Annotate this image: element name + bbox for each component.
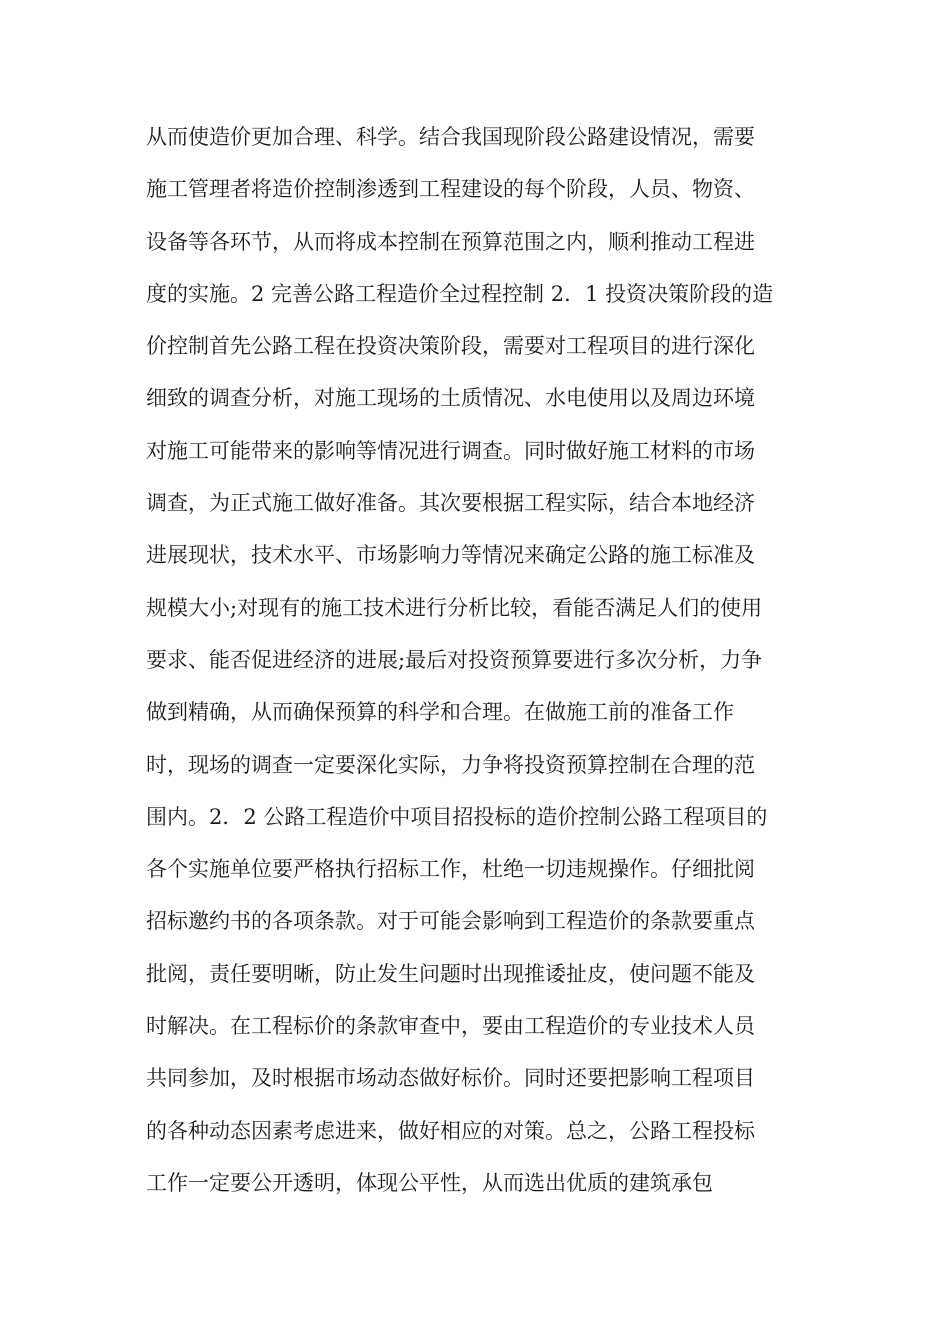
text-line: 围内。2．2 公路工程造价中项目招投标的造价控制公路工程项目的 [146, 804, 768, 829]
text-line: 价控制首先公路工程在投资决策阶段，需要对工程项目的进行深化 [146, 334, 755, 359]
text-line: 度的实施。2 完善公路工程造价全过程控制 2．1 投资决策阶段的造 [146, 281, 774, 306]
text-line: 进展现状，技术水平、市场影响力等情况来确定公路的施工标准及 [146, 543, 755, 568]
text-line: 做到精确，从而确保预算的科学和合理。在做施工前的准备工作 [146, 700, 734, 725]
text-line: 从而使造价更加合理、科学。结合我国现阶段公路建设情况，需要 [146, 125, 755, 149]
text-line: 时解决。在工程标价的条款审查中，要由工程造价的专业技术人员 [146, 1014, 755, 1039]
text-line: 规模大小;对现有的施工技术进行分析比较，看能否满足人们的使用 [146, 595, 763, 620]
text-line: 设备等各环节，从而将成本控制在预算范围之内，顺利推动工程进 [146, 229, 755, 254]
text-line: 细致的调查分析，对施工现场的土质情况、水电使用以及周边环境 [146, 386, 755, 411]
text-line: 共同参加，及时根据市场动态做好标价。同时还要把影响工程项目 [146, 1066, 755, 1091]
text-line: 对施工可能带来的影响等情况进行调查。同时做好施工材料的市场 [146, 438, 755, 463]
body-paragraph [146, 117, 826, 1215]
text-line: 招标邀约书的各项条款。对于可能会影响到工程造价的条款要重点 [146, 909, 755, 934]
text-line: 批阅，责任要明晰，防止发生问题时出现推诿扯皮，使问题不能及 [146, 961, 755, 986]
text-line: 要求、能否促进经济的进展;最后对投资预算要进行多次分析，力争 [146, 647, 763, 672]
text-line: 工作一定要公开透明，体现公平性，从而选出优质的建筑承包 [146, 1170, 713, 1195]
text-line: 时，现场的调查一定要深化实际，力争将投资预算控制在合理的范 [146, 752, 755, 777]
text-line: 各个实施单位要严格执行招标工作，杜绝一切违规操作。仔细批阅 [146, 857, 755, 882]
text-line: 调查，为正式施工做好准备。其次要根据工程实际，结合本地经济 [146, 491, 755, 516]
text-line: 施工管理者将造价控制渗透到工程建设的每个阶段，人员、物资、 [146, 177, 755, 202]
text-line: 的各种动态因素考虑进来，做好相应的对策。总之，公路工程投标 [146, 1118, 755, 1143]
